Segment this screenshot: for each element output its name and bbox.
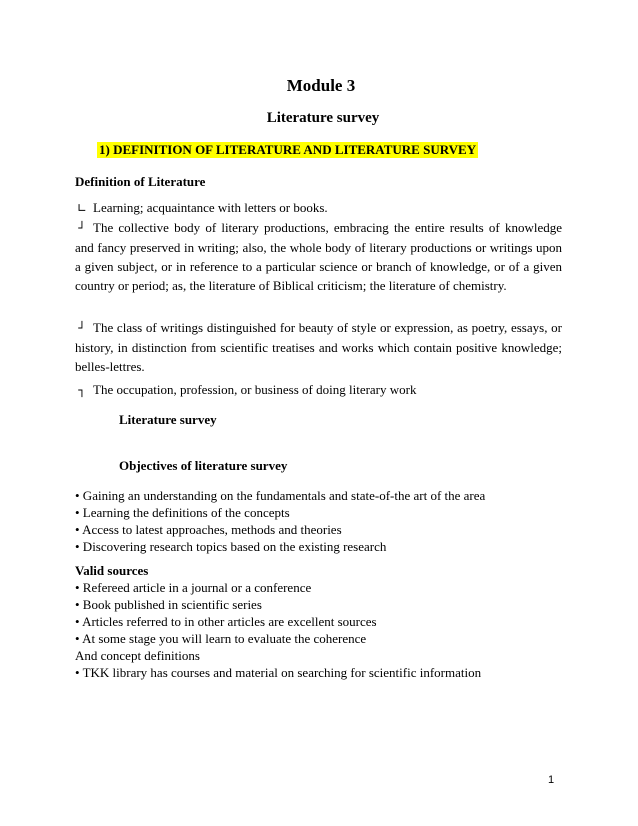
definition-text: The collective body of literary productions, embracing the entire results of knowledge and fancy preserved in writing; also, the whole body of literary productions or writings upon a given subject, or in reference to a particular science or branch of knowledge, or of a given country or period; as, the literature of Biblical criticism; the literature of chemistry. [75, 220, 562, 293]
definition-text: The class of writings distinguished for beauty of style or expression, as poetry, essays, or history, in distinction from scientific treatises and works which contain positive knowledge; belles-lettres. [75, 320, 562, 374]
objectives-heading: Objectives of literature survey [119, 458, 288, 473]
section-heading-highlight: 1) DEFINITION OF LITERATURE AND LITERATURE SURVEY [99, 142, 477, 157]
definition-heading: Definition of Literature [75, 174, 206, 189]
definition-text: The occupation, profession, or business of doing literary work [93, 382, 417, 397]
objective-item: • Access to latest approaches, methods and theories [75, 522, 342, 537]
objective-item: • Gaining an understanding on the fundamentals and state-of-the art of the area [75, 488, 486, 503]
valid-sources-heading: Valid sources [75, 563, 149, 578]
corner-symbol-icon: ∟ [76, 201, 88, 215]
definition-text: Learning; acquaintance with letters or books. [93, 200, 328, 215]
definition-item-2 [75, 218, 562, 295]
valid-source-item: • Refereed article in a journal or a conference [75, 580, 312, 595]
section-heading [97, 142, 478, 158]
definition-item-3 [75, 318, 562, 376]
valid-source-item: • At some stage you will learn to evaluate the coherence [75, 631, 367, 646]
literature-survey-heading: Literature survey [119, 412, 217, 427]
valid-source-item: • TKK library has courses and material on searching for scientific information [75, 665, 482, 680]
valid-source-item: • Articles referred to in other articles are excellent sources [75, 614, 377, 629]
valid-source-item: And concept definitions [75, 648, 200, 663]
page-number: 1 [548, 774, 555, 786]
corner-symbol-icon: ┘ [78, 221, 86, 235]
definition-item-1 [75, 199, 328, 217]
valid-source-item: • Book published in scientific series [75, 597, 262, 612]
objective-item: • Learning the definitions of the concepts [75, 505, 290, 520]
definition-item-4 [75, 381, 416, 399]
document-subtitle: Literature survey [266, 110, 380, 126]
corner-symbol-icon: ┐ [78, 383, 86, 397]
objective-item: • Discovering research topics based on the existing research [75, 539, 387, 554]
corner-symbol-icon: ┘ [78, 321, 86, 335]
module-title: Module 3 [286, 76, 356, 95]
